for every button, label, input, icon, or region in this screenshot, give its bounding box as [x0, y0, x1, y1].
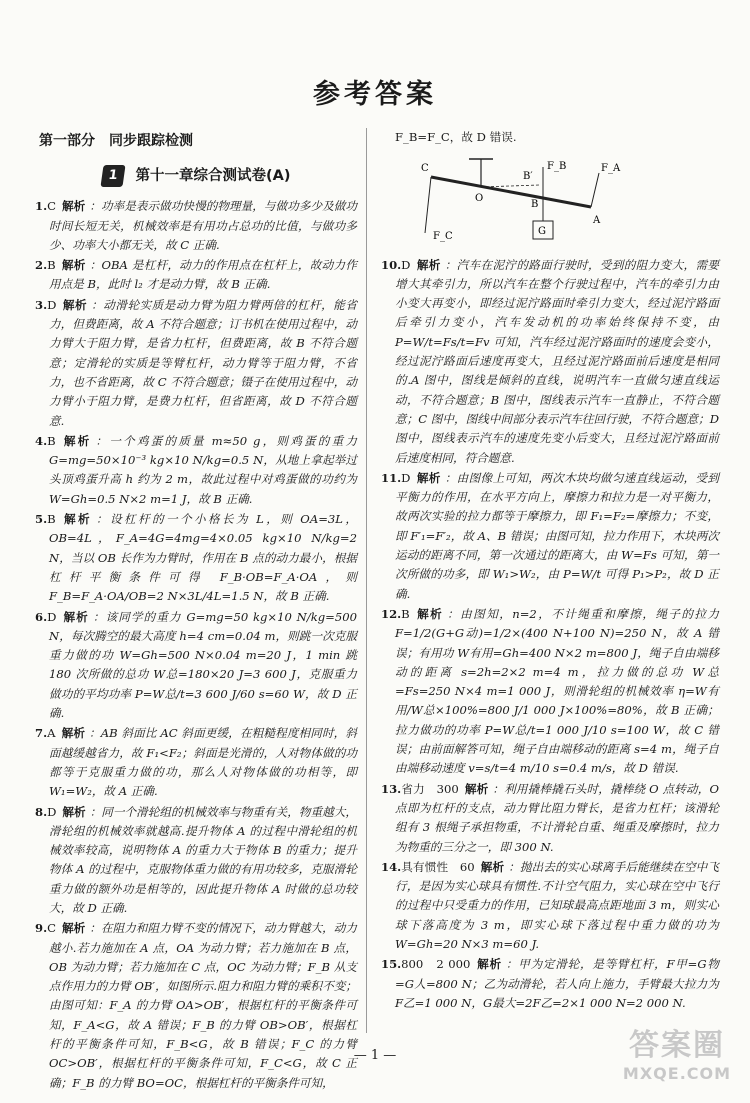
analysis-text: ：设杠杆的一个小格长为 L，则 OA=3L，OB=4L，F_A=4G=4mg=4×0.05 kg×10 N/kg=2 N，当以 OB 长作为力臂时，作用在 B 点的动力最小，根据杠杆平衡条件可得 F_B·OB=F_A·OA，则 F_B=F_A·OA/OB=2 N×3L/4L=1.5 N，故 B 正确.: [49, 512, 357, 604]
label-b-prime: B′: [523, 171, 533, 183]
analysis-tag: 解析: [61, 258, 86, 273]
question-item: [35, 296, 357, 431]
lever-bar: [431, 177, 591, 207]
question-answer: B: [47, 258, 56, 273]
question-number: 5.: [35, 512, 48, 527]
question-answer: B: [401, 606, 410, 621]
question-item: [381, 955, 719, 1013]
analysis-text: ：一个鸡蛋的质量 m≈50 g，则鸡蛋的重力 G=mg=50×10⁻³ kg×10 N/kg=0.5 N，从地上拿起举过头顶鸡蛋升高 h 约为 2 m，故此过程中对鸡蛋做的功约为 W=Gh=0.5 N×2 m=1 J，故 B 正确.: [49, 433, 357, 506]
analysis-tag: 解析: [62, 609, 89, 624]
question-number: 3.: [35, 297, 48, 312]
analysis-tag: 解析: [61, 512, 93, 527]
analysis-tag: 解析: [476, 957, 502, 972]
label-fa: F_A: [601, 163, 621, 175]
analysis-text: ：甲为定滑轮，是等臂杠杆，F甲=G物=G人=800 N；乙为动滑轮，若人向上施力，手臂最大拉力为 F乙=1 000 N，G最大=2F乙=2×1 000 N=2 000 N.: [395, 957, 719, 1010]
question-number: 4.: [35, 433, 48, 448]
analysis-tag: 解析: [464, 781, 489, 796]
analysis-tag: 解析: [61, 433, 92, 448]
page-title: 参考答案: [313, 79, 437, 110]
label-fb: F_B: [547, 161, 567, 173]
question-item: [35, 919, 357, 1093]
label-a: A: [593, 215, 601, 227]
question-number: 12.: [381, 606, 402, 621]
right-column: [381, 128, 719, 1014]
force-fc-arrow: [425, 177, 431, 233]
right-question-list: [381, 256, 719, 1014]
question-item: [381, 469, 719, 604]
question-item: [35, 197, 357, 255]
analysis-text: ：抛出去的实心球离手后能继续在空中飞行，是因为实心球具有惯性.不计空气阻力，实心球在空中飞行的过程中只受重力的作用，已知球最高点距地面 3 m，则实心球下落高度为 3 m，即实心球下落过程中重力做的功为 W=Gh=20 N×3 m=60 J.: [395, 859, 719, 951]
question-answer: D: [401, 470, 411, 485]
analysis-text: ：由图知，n=2，不计绳重和摩擦，绳子的拉力 F=1/2(G+G动)=1/2×(400 N+100 N)=250 N，故 A 错误；有用功 W有用=Gh=400 N×2 m=800 J，绳子自由端移动的距离 s=2h=2×2 m=4 m，拉力做的总功 W总=Fs=250 N×4 m=1 000 J，则滑轮组的机械效率 η=W有用/W总×100%=800 J/1 000 J×100%=80%，故 B 正确；拉力做功的功率 P=W总/t=1 000 J/10 s=100 W，故 C 错误；由前面解答可知，绳子自由端移动的距离 s=4 m，绳子自由端移动速度 v=s/t=4 m/10 s=0.4 m/s，故 D 错误.: [395, 606, 719, 776]
watermark-logo: [612, 1020, 742, 1096]
analysis-tag: 解析: [61, 726, 86, 741]
continued-text: F_B=F_C，故 D 错误.: [395, 130, 517, 144]
question-answer: 具有惯性 60: [401, 859, 475, 874]
analysis-text: ：由图像上可知，两次木块均做匀速直线运动，受到平衡力的作用，在水平方向上，摩擦力和拉力是一对平衡力，故两次实验的拉力都等于摩擦力，即 F₁=F₂=摩擦力；不变，即 F′₁=F′₂，故 A、B 错误；由图可知，拉力作用下，木块两次运动的距离不同，第一次通过的距离大，由 W=Fs 可知，第一次所做的功多，即 W₁>W₂，由 P=W/t 可得 P₁>P₂，故 D 正确.: [395, 470, 719, 601]
question-item: [35, 724, 357, 801]
label-b: B: [531, 199, 539, 211]
question-answer: B: [47, 512, 56, 527]
question-item: [381, 858, 719, 954]
label-o: O: [475, 193, 484, 205]
chapter-title: 第十一章综合测试卷(A): [135, 167, 291, 184]
question-number: 13.: [381, 781, 402, 796]
question-answer: D: [47, 609, 57, 624]
watermark-line1: 答案圈: [629, 1028, 725, 1063]
question-number: 14.: [381, 859, 402, 874]
question-item: [35, 256, 357, 295]
question-item: [35, 608, 357, 724]
analysis-text: ：动滑轮实质是动力臂为阻力臂两倍的杠杆，能省力，但费距离，故 A 不符合题意；订书机在使用过程中，动力臂大于阻力臂，是省力杠杆，但费距离，故 B 不符合题意；定滑轮的实质是等臂杠杆，动力臂等于阻力臂，不省力，也不省距离，故 C 不符合题意；镊子在使用过程中，动力臂小于阻力臂，是费力杠杆，但省距离，故 D 不符合题意.: [49, 297, 357, 428]
question-item: [381, 605, 719, 779]
question-answer: D: [47, 804, 57, 819]
question-item: [381, 780, 719, 857]
analysis-tag: 解析: [61, 921, 86, 936]
question-item: [35, 432, 357, 509]
left-column: [35, 128, 357, 1094]
question-number: 1.: [35, 199, 48, 214]
analysis-tag: 解析: [480, 859, 505, 874]
page-number: — 1 —: [353, 1048, 397, 1063]
analysis-tag: 解析: [416, 257, 441, 272]
question-answer: A: [47, 726, 56, 741]
question-number: 7.: [35, 726, 48, 741]
force-fa-arrow: [591, 173, 599, 207]
analysis-tag: 解析: [62, 804, 86, 819]
question-item: [35, 803, 357, 919]
chapter-badge: 1: [100, 165, 125, 187]
question-number: 11.: [381, 470, 402, 485]
analysis-text: ：OBA 是杠杆，动力的作用点在杠杆上，故动力作用点是 B，此时 l₂ 才是动力臂，故 B 正确.: [49, 258, 357, 292]
lever-diagram: [421, 155, 631, 243]
label-c: C: [421, 163, 429, 175]
question-answer: 800 2 000: [401, 957, 471, 972]
column-divider: [366, 128, 367, 1033]
question-number: 6.: [35, 609, 48, 624]
question-item: [35, 510, 357, 606]
analysis-text: ：利用撬棒撬石头时，撬棒绕 O 点转动，O 点即为杠杆的支点，动力臂比阻力臂长，是省力杠杆；该滑轮组有 3 根绳子承担物重，不计滑轮自重、绳重及摩擦时，拉力为物重的三分之一，即 300 N.: [395, 781, 719, 854]
analysis-text: ：AB 斜面比 AC 斜面更缓，在粗糙程度相同时，斜面越缓越省力，故 F₁<F₂；斜面是光滑的，人对物体做的功都等于克服重力做的功，那么人对物体做的功相等，即 W₁=W₂，故 A 正确.: [49, 726, 357, 799]
analysis-text: ：同一个滑轮组的机械效率与物重有关，物重越大，滑轮组的机械效率就越高.提升物体 A 的过程中滑轮组的机械效率较高，说明物体 A 的重力大于物体 B 的重力；提升物体 A 的过程中，克服物体重力做的有用功较多，克服滑轮重力做的额外功是相等的，因此提升物体 A 时做的总功较大，故 D 正确.: [49, 804, 357, 915]
question-answer: 省力 300: [401, 781, 459, 796]
question-number: 2.: [35, 258, 48, 273]
question-answer: D: [47, 297, 57, 312]
analysis-text: ：功率是表示做功快慢的物理量，与做功多少及做功时间长短无关，机械效率是有用功占总功的比值，与做功多少、功率大小都无关，故 C 正确.: [49, 199, 357, 252]
analysis-text: ：汽车在泥泞的路面行驶时，受到的阻力变大，需要增大其牵引力，所以汽车在整个行驶过程中，汽车的牵引力由小变大再变小，即经过泥泞路面时牵引力变大，经过泥泞路面后牵引力变小，汽车发动机的功率始终保持不变，由 P=W/t=Fs/t=Fv 可知，汽车经过泥泞路面时的速度会变小，经过泥泞路面后速度再变大，且经过泥泞路面前后速度是相同的.A 图中，图线是倾斜的直线，说明汽车一直做匀速直线运动，不符合题意；B 图中，图线表示汽车一直静止，不符合题意；C 图中，图线中间部分表示汽车往回行驶，不符合题意；D 图中，图线表示汽车的速度先变小后变大，且经过泥泞路面前后速度相同，符合题意.: [395, 257, 719, 465]
question-answer: C: [47, 921, 56, 936]
question-number: 15.: [381, 957, 402, 972]
analysis-text: ：该同学的重力 G=mg=50 kg×10 N/kg=500 N，每次腾空的最大高度 h=4 cm=0.04 m，则跳一次克服重力做的功 W=Gh=500 N×0.04 m=20 J，1 min 跳 180 次所做的总功 W总=180×20 J=3 600 J，克服重力做功的平均功率 P=W总/t=3 600 J/60 s=60 W，故 D 正确.: [49, 609, 358, 721]
part-title: 第一部分 同步跟踪检测: [39, 133, 193, 149]
question-answer: D: [401, 257, 411, 272]
chapter-heading: [35, 165, 357, 187]
analysis-text: ：在阻力和阻力臂不变的情况下，动力臂越大，动力越小.若力施加在 A 点，OA 为动力臂；若力施加在 B 点，OB 为动力臂；若力施加在 C 点，OC 为动力臂；F_B 从支点作用力的力臂 OB′，如图所示.阻力和阻力臂的乘积不变；由图可知：F_A 的力臂 OA>OB′，根据杠杆的平衡条件可知，F_A<G，故 A 错误；F_B 的力臂 OB>OB′，根据杠杆的平衡条件可知，F_B<G，故 B 错误；F_C 的力臂 OC>OB′，根据杠杆的平衡条件可知，F_C<G，故 C 正确；F_B 的力臂 BO=OC，根据杠杆的平衡条件可知，: [49, 921, 357, 1090]
left-question-list: [35, 197, 357, 1093]
analysis-tag: 解析: [61, 199, 86, 214]
question-answer: B: [47, 433, 56, 448]
label-g: G: [538, 226, 546, 238]
watermark-line2: MXQE.COM: [622, 1064, 732, 1083]
analysis-tag: 解析: [62, 297, 88, 312]
analysis-tag: 解析: [415, 606, 444, 621]
label-fc: F_C: [433, 231, 453, 243]
question-number: 9.: [35, 921, 48, 936]
question-number: 10.: [381, 257, 402, 272]
question-number: 8.: [35, 804, 48, 819]
analysis-tag: 解析: [416, 470, 441, 485]
question-item: [381, 256, 719, 468]
question-answer: C: [47, 199, 56, 214]
